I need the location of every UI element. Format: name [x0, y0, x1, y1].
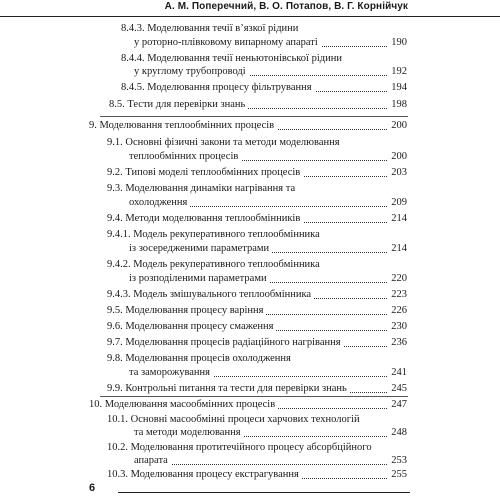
header-authors: А. М. Поперечний, В. О. Потапов, В. Г. Корнійчук	[164, 1, 408, 12]
toc-entry-line	[129, 196, 407, 209]
toc-entry-text: охолодження	[129, 197, 190, 208]
toc-entry-text: у круглому трубопроводі	[134, 66, 249, 77]
toc-page-number: 198	[388, 98, 407, 111]
toc-entry-line	[107, 304, 407, 317]
toc-entry-line	[89, 119, 407, 132]
toc-page-number: 226	[388, 304, 407, 317]
toc-entry-line	[107, 288, 407, 301]
toc-entry-text: 9.4.3. Модель змішувального теплообмінника	[107, 289, 314, 300]
page-number: 6	[89, 482, 96, 494]
toc-page-number: 223	[388, 288, 407, 301]
toc-entry-line	[107, 182, 298, 195]
toc-page-number: 236	[388, 336, 407, 349]
toc-entry-text: 9.7. Моделювання процесів радіаційного нагрівання	[107, 337, 344, 348]
toc-entry-line	[134, 65, 407, 78]
toc-entry-text: 9.5. Моделювання процесу варіння	[107, 305, 266, 316]
toc-page-number: 192	[388, 65, 407, 78]
toc-entry-text: 8.4.4. Моделювання течії неньютонівської рідини	[121, 53, 345, 64]
toc-entry-line	[107, 336, 407, 349]
toc-page-number: 203	[388, 166, 407, 179]
toc-entry-text: 9.1. Основні фізичні закони та методи моделювання	[107, 137, 343, 148]
toc-entry-line	[121, 81, 407, 94]
toc-entry-text: 9.4. Методи моделювання теплообмінників	[107, 213, 303, 224]
toc-page-number: 200	[388, 119, 407, 132]
toc-entry-text: 9.9. Контрольні питання та тести для перевірки знань	[107, 383, 350, 394]
toc-entry-line	[134, 454, 407, 467]
toc-entry-line	[129, 242, 407, 255]
toc-entry-text: із розподіленими параметрами	[129, 273, 270, 284]
leader-dots	[134, 464, 407, 465]
toc-entry-line	[107, 382, 407, 395]
toc-entry-line	[121, 52, 345, 65]
toc-entry-text: 10.3. Моделювання процесу екстрагування	[107, 469, 302, 480]
toc-entry-line	[129, 272, 407, 285]
toc-entry-line	[129, 150, 407, 163]
toc-entry-text: 9.4.2. Модель рекуперативного теплообмінника	[107, 259, 323, 270]
toc-entry-line	[134, 426, 407, 439]
toc-entry-text: у роторно-плівковому випарному апараті	[134, 37, 321, 48]
toc-page-number: 245	[388, 382, 407, 395]
toc-entry-text: 9.3. Моделювання динаміки нагрівання та	[107, 183, 298, 194]
section-separator	[100, 116, 408, 117]
toc-entry-text: 9.4.1. Модель рекуперативного теплообмінника	[107, 229, 323, 240]
toc-entry-text: 10.2. Моделювання протитечійного процесу абсорбційного	[107, 442, 375, 453]
toc-entry-line	[107, 413, 363, 426]
toc-page-number: 209	[388, 196, 407, 209]
toc-page-number: 220	[388, 272, 407, 285]
toc-entry-text: 9. Моделювання теплообмінних процесів	[89, 120, 277, 131]
toc-page-number: 247	[388, 398, 407, 411]
toc-page-number: 230	[388, 320, 407, 333]
toc-entry-text: теплообмінних процесів	[129, 151, 241, 162]
toc-entry-line	[107, 320, 407, 333]
toc-entry-text: 9.8. Моделювання процесів охолодження	[107, 353, 294, 364]
toc-entry-line	[107, 228, 323, 241]
footer-rule	[118, 492, 410, 493]
section-separator	[100, 396, 408, 397]
toc-entry-line	[107, 258, 323, 271]
toc-entry-text: 8.4.3. Моделювання течії в’язкої рідини	[121, 23, 301, 34]
toc-entry-text: 8.4.5. Моделювання процесу фільтрування	[121, 82, 315, 93]
toc-entry-text: 10.1. Основні масообмінні процеси харчових технологій	[107, 414, 363, 425]
toc-page-number: 255	[388, 468, 407, 481]
toc-page-number: 248	[388, 426, 407, 439]
toc-page-number: 190	[388, 36, 407, 49]
toc-entry-line	[107, 352, 294, 365]
toc-entry-text: із зосередженими параметрами	[129, 243, 272, 254]
toc-entry-text: 8.5. Тести для перевірки знань	[109, 99, 248, 110]
toc-entry-text: 9.2. Типові моделі теплообмінних процесів	[107, 167, 303, 178]
toc-page-number: 253	[388, 454, 407, 467]
toc-entry-text: та заморожування	[129, 367, 213, 378]
toc-entry-text: 10. Моделювання масообмінних процесів	[89, 399, 278, 410]
toc-entry-line	[107, 136, 343, 149]
toc-entry-text: апарата	[134, 455, 171, 466]
toc-entry-text: та методи моделювання	[134, 427, 244, 438]
toc-entry-line	[121, 22, 301, 35]
toc-page-number: 200	[388, 150, 407, 163]
toc-entry-line	[89, 398, 407, 411]
toc-page-number: 214	[388, 242, 407, 255]
toc-page-number: 214	[388, 212, 407, 225]
toc-entry-line	[107, 468, 407, 481]
toc-entry-line	[109, 98, 407, 111]
toc-entry-line	[107, 212, 407, 225]
toc-entry-line	[107, 441, 375, 454]
toc-entry-line	[107, 166, 407, 179]
toc-entry-line	[129, 366, 407, 379]
toc-page-number: 241	[388, 366, 407, 379]
toc-page-number: 194	[388, 81, 407, 94]
toc-entry-line	[134, 36, 407, 49]
toc-entry-text: 9.6. Моделювання процесу смаження	[107, 321, 276, 332]
